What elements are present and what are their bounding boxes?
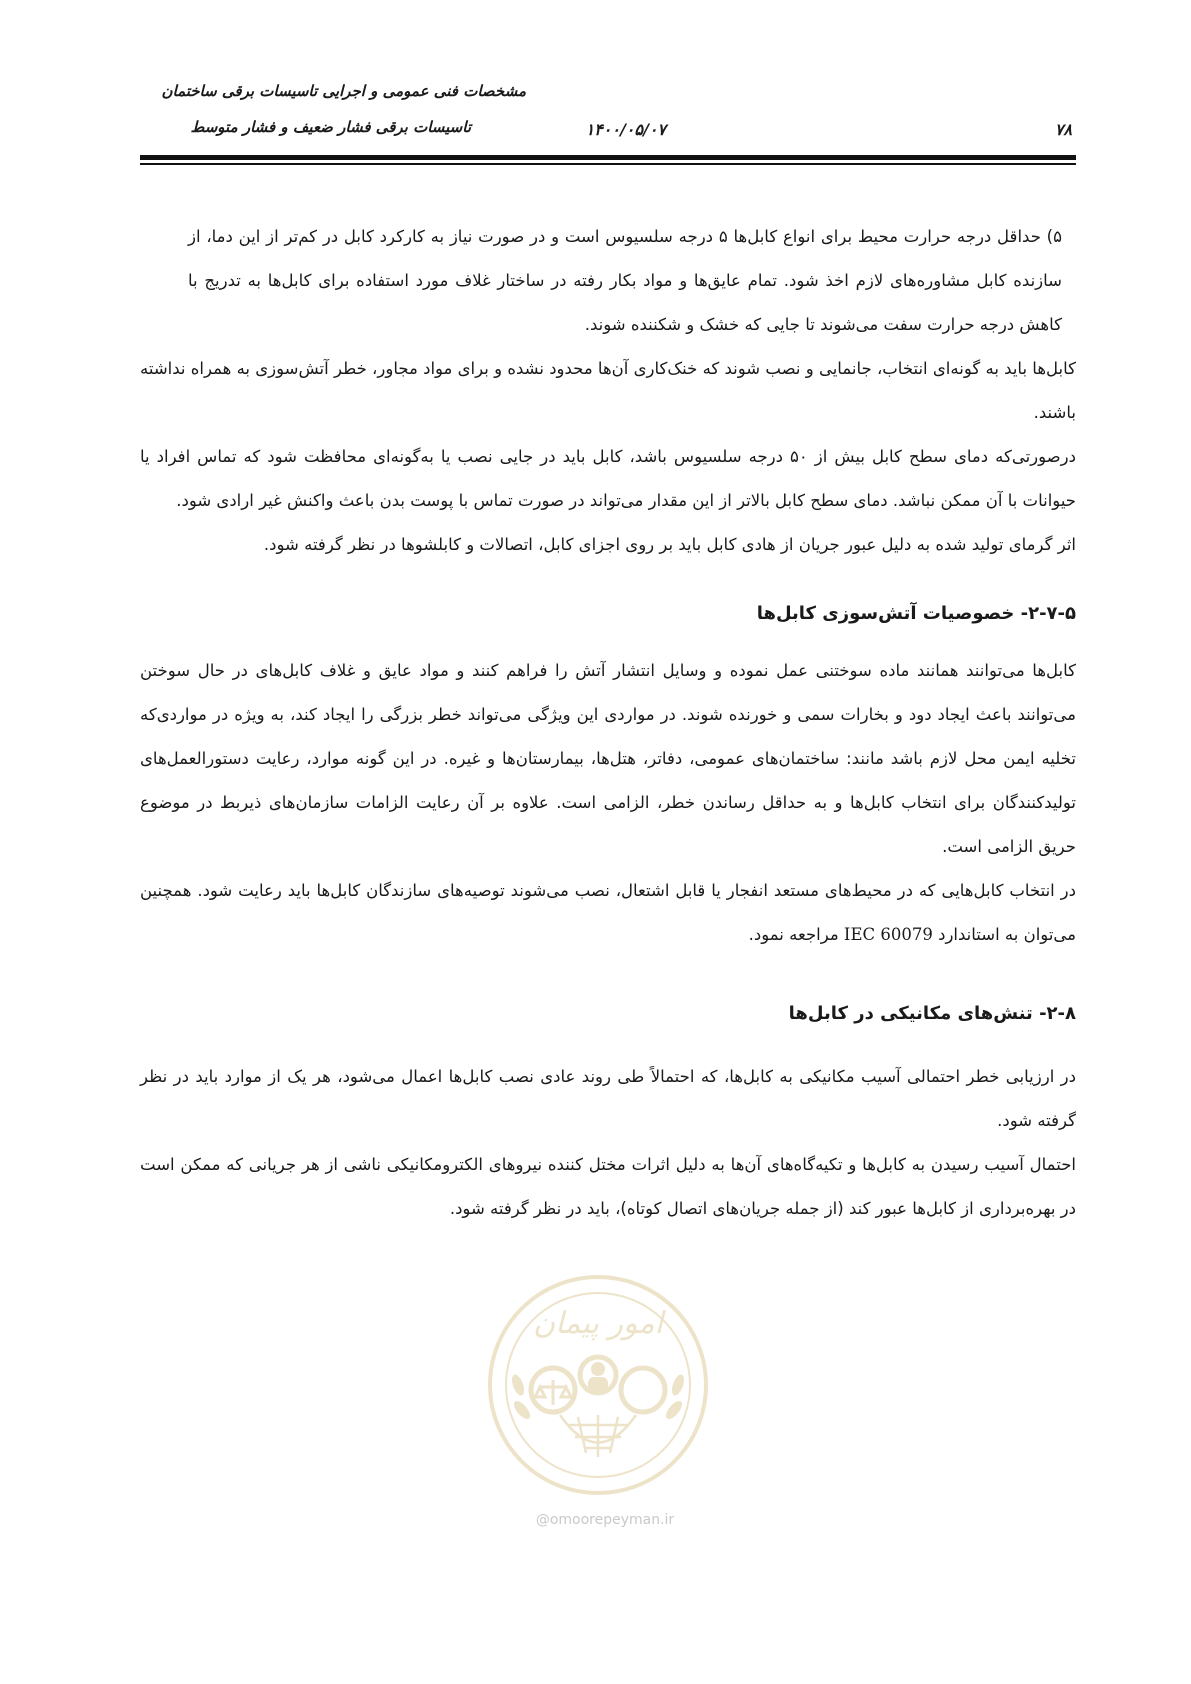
watermark-text: امور پیمان bbox=[533, 1306, 663, 1341]
paragraph: اثر گرمای تولید شده به دلیل عبور جریان از هادی کابل باید بر روی اجزای کابل، اتصالات و کابلشوها در نظر گرفته شود. bbox=[263, 535, 1076, 554]
section-heading-2-7-5: ۲-۷-۵- خصوصیات آتش‌سوزی کابل‌ها bbox=[756, 603, 1076, 624]
header-rule-thick bbox=[140, 155, 1076, 160]
paragraph: احتمال آسیب رسیدن به کابل‌ها و تکیه‌گاه‌های آن‌ها به دلیل اثرات مختل کننده نیروهای الکترومکانیکی ناشی از هر جریانی که ممکن است در بهره‌برداری از کابل‌ها عبور کند (از جمله جریان‌های اتصال کوتاه)، باید در نظر گرفته شود. bbox=[140, 1155, 1076, 1218]
paragraph: در ارزیابی خطر احتمالی آسیب مکانیکی به کابل‌ها، که احتمالاً طی روند عادی نصب کابل‌ها اعمال می‌شود، هر یک از موارد باید در نظر گرفته شود. bbox=[140, 1067, 1076, 1130]
paragraph: کابل‌ها باید به گونه‌ای انتخاب، جانمایی و نصب شوند که خنک‌کاری آن‌ها محدود نشده و برای مواد مجاور، خطر آتش‌سوزی به همراه نداشته باشند. bbox=[140, 359, 1076, 422]
paragraph-text: در انتخاب کابل‌هایی که در محیط‌های مستعد انفجار یا قابل اشتعال، نصب می‌شوند توصیه‌های سازندگان کابل‌ها باید رعایت شود. همچنین می‌توان به استاندارد bbox=[140, 881, 1076, 944]
header-date: ۱۴۰۰/۰۵/۰۷ bbox=[585, 120, 666, 139]
section-heading-2-8: ۲-۸- تنش‌های مکانیکی در کابل‌ها bbox=[788, 1003, 1076, 1024]
watermark-url: @omoorepeyman.ir bbox=[535, 1512, 675, 1528]
paragraph-text: مراجعه نمود. bbox=[748, 925, 839, 944]
header-title-sub: تاسیسات برقی فشار ضعیف و فشار متوسط bbox=[190, 118, 471, 136]
standard-reference: IEC 60079 bbox=[843, 925, 933, 944]
body-content bbox=[140, 215, 1076, 1231]
paragraph: درصورتی‌که دمای سطح کابل بیش از ۵۰ درجه سلسیوس باشد، کابل باید در جایی نصب یا به‌گونه‌ای محافظت شود که تماس افراد یا حیوانات با آن ممکن نباشد. دمای سطح کابل بالاتر از این مقدار می‌تواند در صورت تماس با پوست بدن باعث واکنش غیر ارادی شود. bbox=[140, 447, 1076, 510]
paragraph: کابل‌ها می‌توانند همانند ماده سوختنی عمل نموده و وسایل انتشار آتش را فراهم کنند و مواد عایق و غلاف کابل‌های در حال سوختن می‌توانند باعث ایجاد دود و بخارات سمی و خورنده شوند. در مواردی این ویژگی می‌تواند خطر بزرگی را ایجاد کند، به ویژه در مواردی‌که تخلیه ایمن محل لازم باشد مانند: ساختمان‌های عمومی، دفاتر، هتل‌ها، بیمارستان‌ها و غیره. در این گونه موارد، رعایت دستورالعمل‌های تولیدکنندگان برای انتخاب کابل‌ها و به حداقل رساندن خطر، الزامی است. علاوه بر آن رعایت الزامات سازمان‌های ذیربط در موضوع حریق الزامی است. bbox=[140, 661, 1076, 856]
paragraph bbox=[140, 869, 1076, 957]
list-item-5: ۵) حداقل درجه حرارت محیط برای انواع کابل‌ها ۵ درجه سلسیوس است و در صورت نیاز به کارکرد کابل در کم‌تر از این دما، از سازنده کابل مشاوره‌های لازم اخذ شود. تمام عایق‌ها و مواد بکار رفته در ساختار غلاف مورد استفاده برای کابل‌ها به تدریج با کاهش درجه حرارت سفت می‌شوند تا جایی که خشک و شکننده شوند. bbox=[188, 227, 1062, 334]
header-title-main: مشخصات فنی عمومی و اجرایی تاسیسات برقی ساختمان bbox=[161, 82, 526, 100]
header-rule-thin bbox=[140, 163, 1076, 165]
page-number: ۷۸ bbox=[1054, 120, 1072, 139]
watermark-logo bbox=[478, 1265, 718, 1505]
